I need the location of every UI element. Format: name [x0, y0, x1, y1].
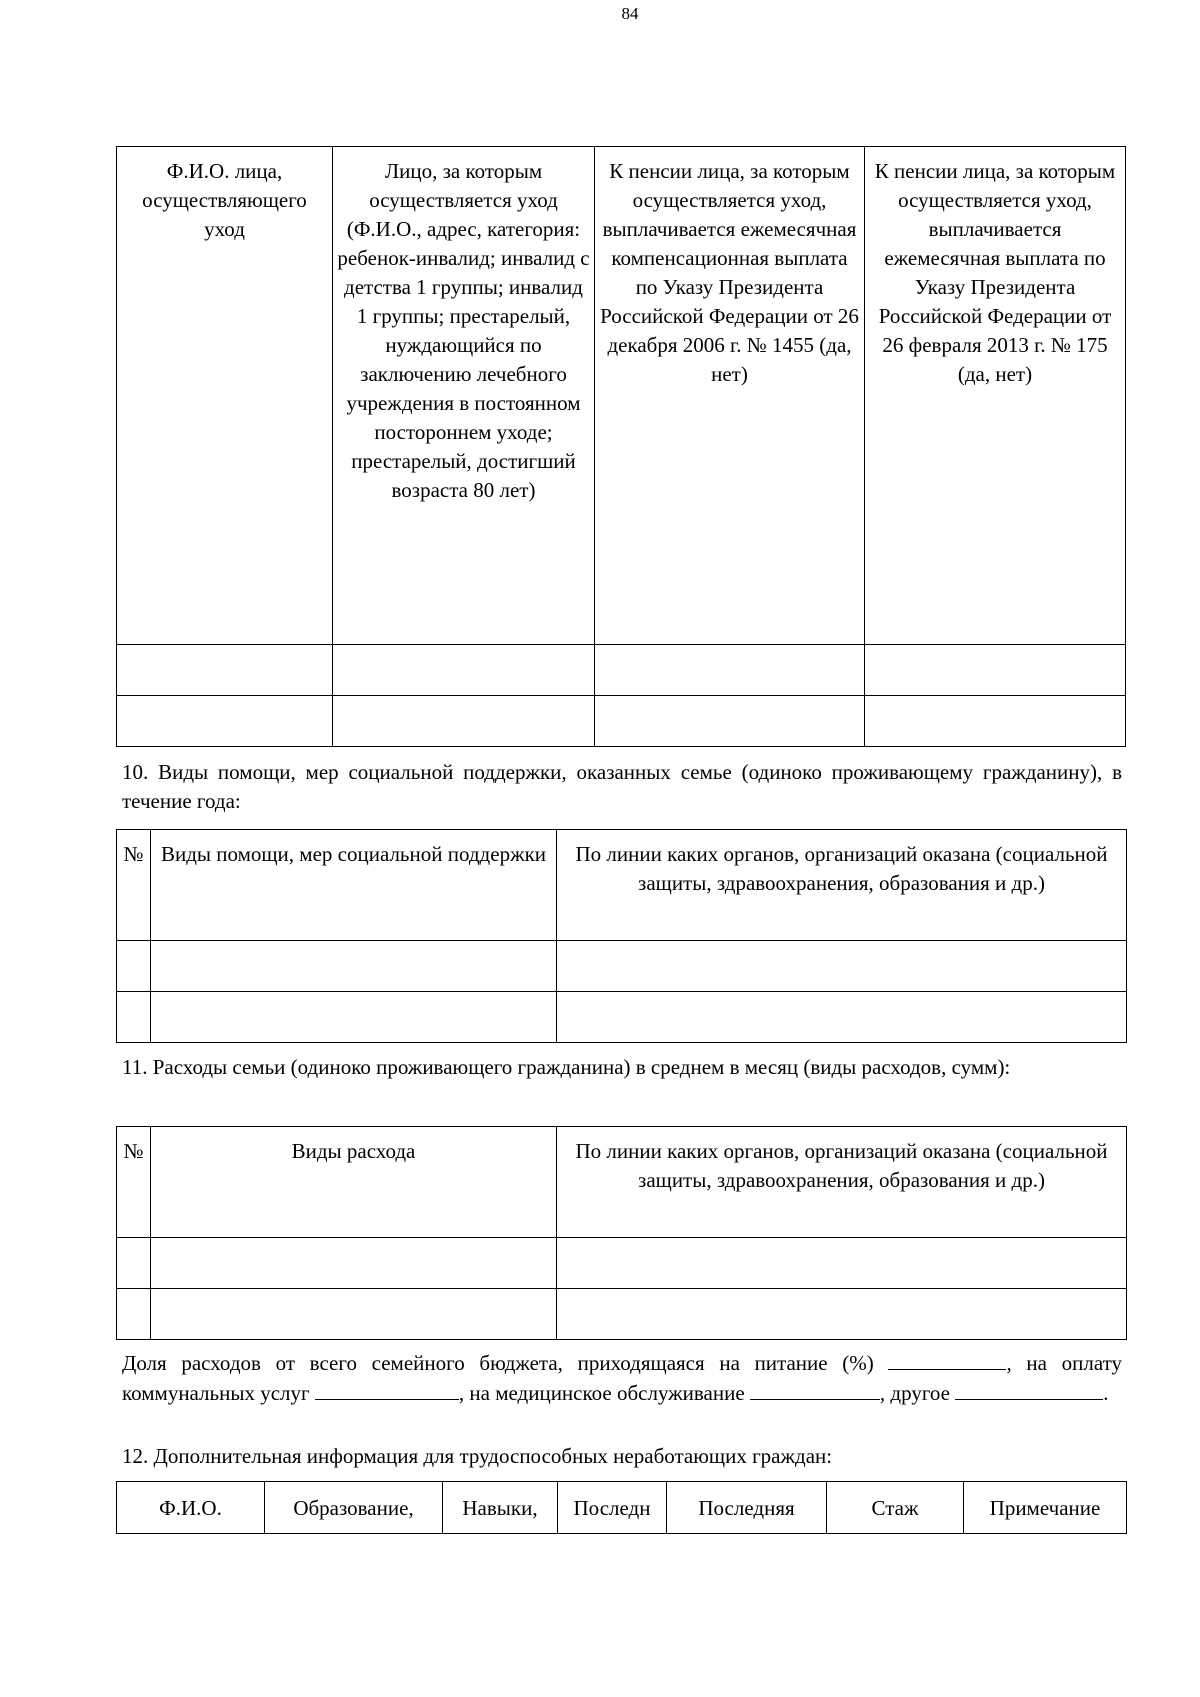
- table-cell[interactable]: [151, 1289, 557, 1340]
- table-cell[interactable]: [865, 696, 1126, 747]
- expense-share-text-other: , другое: [879, 1381, 950, 1406]
- section-11-heading: 11. Расходы семьи (одиноко проживающего гражданина) в среднем в месяц (виды расходов, сумм):: [122, 1055, 1011, 1079]
- table-header-row: [117, 1127, 1127, 1238]
- number-header: №: [117, 1127, 151, 1238]
- table-cell[interactable]: [117, 645, 333, 696]
- table-header-row: [117, 147, 1126, 645]
- assistance-type-header: Виды помощи, мер социальной поддержки: [151, 830, 557, 941]
- table-cell[interactable]: [151, 941, 557, 992]
- other-share-blank[interactable]: [955, 1381, 1103, 1400]
- expense-share-paragraph: [122, 1348, 1122, 1409]
- table-cell[interactable]: [557, 1238, 1127, 1289]
- section-12-heading: 12. Дополнительная информация для трудоспособных неработающих граждан:: [122, 1444, 833, 1468]
- additional-info-table: [116, 1481, 1127, 1534]
- table-row: [117, 696, 1126, 747]
- assistance-table: [116, 829, 1127, 1043]
- table-cell[interactable]: [865, 645, 1126, 696]
- table-cell[interactable]: [151, 992, 557, 1043]
- table-row: [117, 1238, 1127, 1289]
- expense-share-text-end: .: [1103, 1381, 1109, 1406]
- table-cell[interactable]: [333, 645, 595, 696]
- expenses-table: [116, 1126, 1127, 1340]
- table-cell[interactable]: [557, 1289, 1127, 1340]
- last-header: Последн: [558, 1482, 667, 1534]
- table-cell[interactable]: [557, 992, 1127, 1043]
- expense-share-text-utilities: , на оплату коммунальных услуг: [122, 1351, 1122, 1406]
- name-header: Ф.И.О.: [117, 1482, 265, 1534]
- table-cell[interactable]: [595, 696, 865, 747]
- table-header-row: [117, 1482, 1127, 1534]
- medical-share-blank[interactable]: [750, 1381, 880, 1400]
- number-header: №: [117, 830, 151, 941]
- table-cell[interactable]: [117, 1238, 151, 1289]
- last-job-header: Последняя: [667, 1482, 827, 1534]
- table-header-row: [117, 830, 1127, 941]
- page-number: 84: [621, 4, 639, 23]
- table-cell[interactable]: [151, 1238, 557, 1289]
- expense-share-text-food: Доля расходов от всего семейного бюджета, приходящаяся на питание (%): [122, 1351, 874, 1375]
- expense-type-header: Виды расхода: [151, 1127, 557, 1238]
- caregiver-table: [116, 146, 1126, 747]
- table-cell[interactable]: [333, 696, 595, 747]
- table-cell[interactable]: [117, 1289, 151, 1340]
- table-cell[interactable]: [595, 645, 865, 696]
- food-share-blank[interactable]: [888, 1351, 1006, 1370]
- note-header: Примечание: [964, 1482, 1127, 1534]
- table-cell[interactable]: [557, 941, 1127, 992]
- section-10-heading: 10. Виды помощи, мер социальной поддержки, оказанных семье (одиноко проживающему гражданину), в течение года:: [122, 760, 1122, 813]
- expense-share-text-medical: , на медицинское обслуживание: [458, 1381, 745, 1406]
- table-cell[interactable]: [117, 696, 333, 747]
- table-cell[interactable]: [117, 941, 151, 992]
- utilities-share-blank[interactable]: [315, 1381, 459, 1400]
- table-row: [117, 645, 1126, 696]
- skills-header: Навыки,: [443, 1482, 558, 1534]
- table-row: [117, 992, 1127, 1043]
- experience-header: Стаж: [827, 1482, 964, 1534]
- organization-header: По линии каких органов, организаций оказана (социальной защиты, здравоохранения, образования и др.): [557, 1127, 1127, 1238]
- caregiver-name-header: Ф.И.О. лица, осуществляющего уход: [117, 147, 333, 645]
- organization-header: По линии каких органов, организаций оказана (социальной защиты, здравоохранения, образования и др.): [557, 830, 1127, 941]
- table-row: [117, 1289, 1127, 1340]
- table-row: [117, 941, 1127, 992]
- table-cell[interactable]: [117, 992, 151, 1043]
- education-header: Образование,: [265, 1482, 443, 1534]
- compensation-1455-header: К пенсии лица, за которым осуществляется уход, выплачивается ежемесячная компенсационная выплата по Указу Президента Российской Федерации от 26 декабря 2006 г. № 1455 (да, нет): [595, 147, 865, 645]
- care-recipient-header: Лицо, за которым осуществляется уход (Ф.И.О., адрес, категория: ребенок-инвалид; инвалид с детства 1 группы; инвалид 1 группы; престарелый, нуждающийся по заключению лечебного учреждения в постоянном постороннем уходе; престарелый, достигший возраста 80 лет): [333, 147, 595, 645]
- payment-175-header: К пенсии лица, за которым осуществляется уход, выплачивается ежемесячная выплата по Указу Президента Российской Федерации от 26 февраля 2013 г. № 175 (да, нет): [865, 147, 1126, 645]
